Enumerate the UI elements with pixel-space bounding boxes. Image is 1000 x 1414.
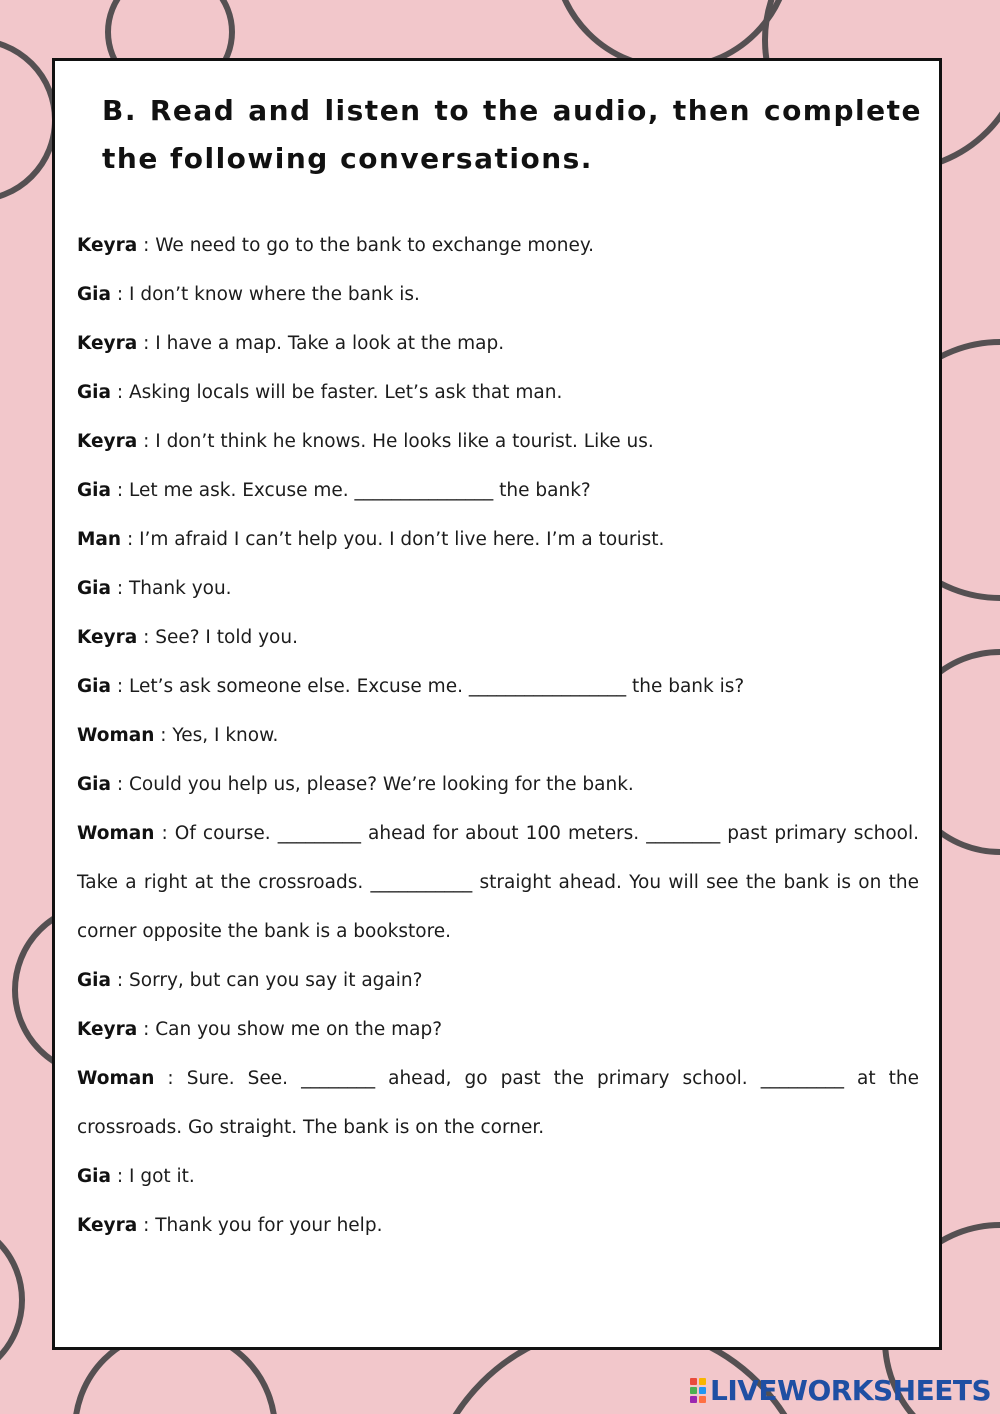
dialogue-line <box>77 270 919 319</box>
speaker-name: Gia <box>77 1166 112 1187</box>
line-text: : I don’t think he knows. He looks like a tourist. Like us. <box>137 431 654 452</box>
line-text: : I have a map. Take a look at the map. <box>137 333 505 354</box>
dialogue-line <box>77 515 919 564</box>
speaker-name: Keyra <box>77 333 138 354</box>
line-text: : Asking locals will be faster. Let’s ask that man. <box>111 382 563 403</box>
speaker-name: Gia <box>77 578 112 599</box>
liveworksheets-logo-text: LIVEWORKSHEETS <box>710 1373 992 1407</box>
speaker-name: Keyra <box>77 627 138 648</box>
line-text: : Thank you for your help. <box>137 1215 383 1236</box>
line-text: : Let’s ask someone else. Excuse me. _________________ the bank is? <box>111 676 745 697</box>
line-text: : Can you show me on the map? <box>137 1019 443 1040</box>
liveworksheets-logo[interactable] <box>690 1372 991 1408</box>
speaker-name: Woman <box>77 725 155 746</box>
line-text: : Thank you. <box>111 578 232 599</box>
line-text: : We need to go to the bank to exchange money. <box>137 235 595 256</box>
dialogue-line <box>77 1201 919 1250</box>
dialogue-line <box>77 956 919 1005</box>
bg-circle <box>0 40 55 200</box>
line-text: : Of course. _________ ahead for about 100 meters. ________ past primary school. Take a right at the crossroads. ___________ straight ahead. You will see the bank is on the corner opposite the bank is a bookstore. <box>77 823 919 942</box>
line-text: : Could you help us, please? We’re looking for the bank. <box>111 774 634 795</box>
bg-circle <box>0 1218 22 1382</box>
dialogue-line-with-blank <box>77 466 919 515</box>
dialogue-line <box>77 564 919 613</box>
worksheet-card <box>52 58 942 1350</box>
speaker-name: Woman <box>77 1068 155 1089</box>
line-text: : I’m afraid I can’t help you. I don’t live here. I’m a tourist. <box>121 529 665 550</box>
line-text: : I don’t know where the bank is. <box>111 284 420 305</box>
speaker-name: Gia <box>77 774 112 795</box>
dialogue-line-with-blank <box>77 662 919 711</box>
dialogue-line <box>77 368 919 417</box>
speaker-name: Gia <box>77 970 112 991</box>
speaker-name: Keyra <box>77 1215 138 1236</box>
speaker-name: Gia <box>77 676 112 697</box>
dialogue-line <box>77 417 919 466</box>
dialogue-line <box>77 1005 919 1054</box>
line-text: : I got it. <box>111 1166 195 1187</box>
speaker-name: Gia <box>77 382 112 403</box>
conversation <box>77 221 919 1250</box>
dialogue-line <box>77 221 919 270</box>
line-text: : Let me ask. Excuse me. _______________ the bank? <box>111 480 591 501</box>
speaker-name: Keyra <box>77 1019 138 1040</box>
dialogue-line <box>77 613 919 662</box>
dialogue-line <box>77 760 919 809</box>
line-text: : Sure. See. ________ ahead, go past the primary school. _________ at the crossroads. Go straight. The bank is on the corner. <box>77 1068 919 1138</box>
speaker-name: Man <box>77 529 122 550</box>
exercise-heading: B. Read and listen to the audio, then complete the following conversations. <box>102 94 922 175</box>
dialogue-line <box>77 711 919 760</box>
speaker-name: Gia <box>77 480 112 501</box>
liveworksheets-logo-icon <box>690 1378 706 1403</box>
dialogue-line <box>77 319 919 368</box>
speaker-name: Keyra <box>77 431 138 452</box>
speaker-name: Keyra <box>77 235 138 256</box>
speaker-name: Gia <box>77 284 112 305</box>
dialogue-line-with-blank <box>77 809 919 956</box>
dialogue-line <box>77 1152 919 1201</box>
line-text: : See? I told you. <box>137 627 298 648</box>
line-text: : Sorry, but can you say it again? <box>111 970 423 991</box>
dialogue-line-with-blank <box>77 1054 919 1152</box>
speaker-name: Woman <box>77 823 155 844</box>
line-text: : Yes, I know. <box>154 725 279 746</box>
